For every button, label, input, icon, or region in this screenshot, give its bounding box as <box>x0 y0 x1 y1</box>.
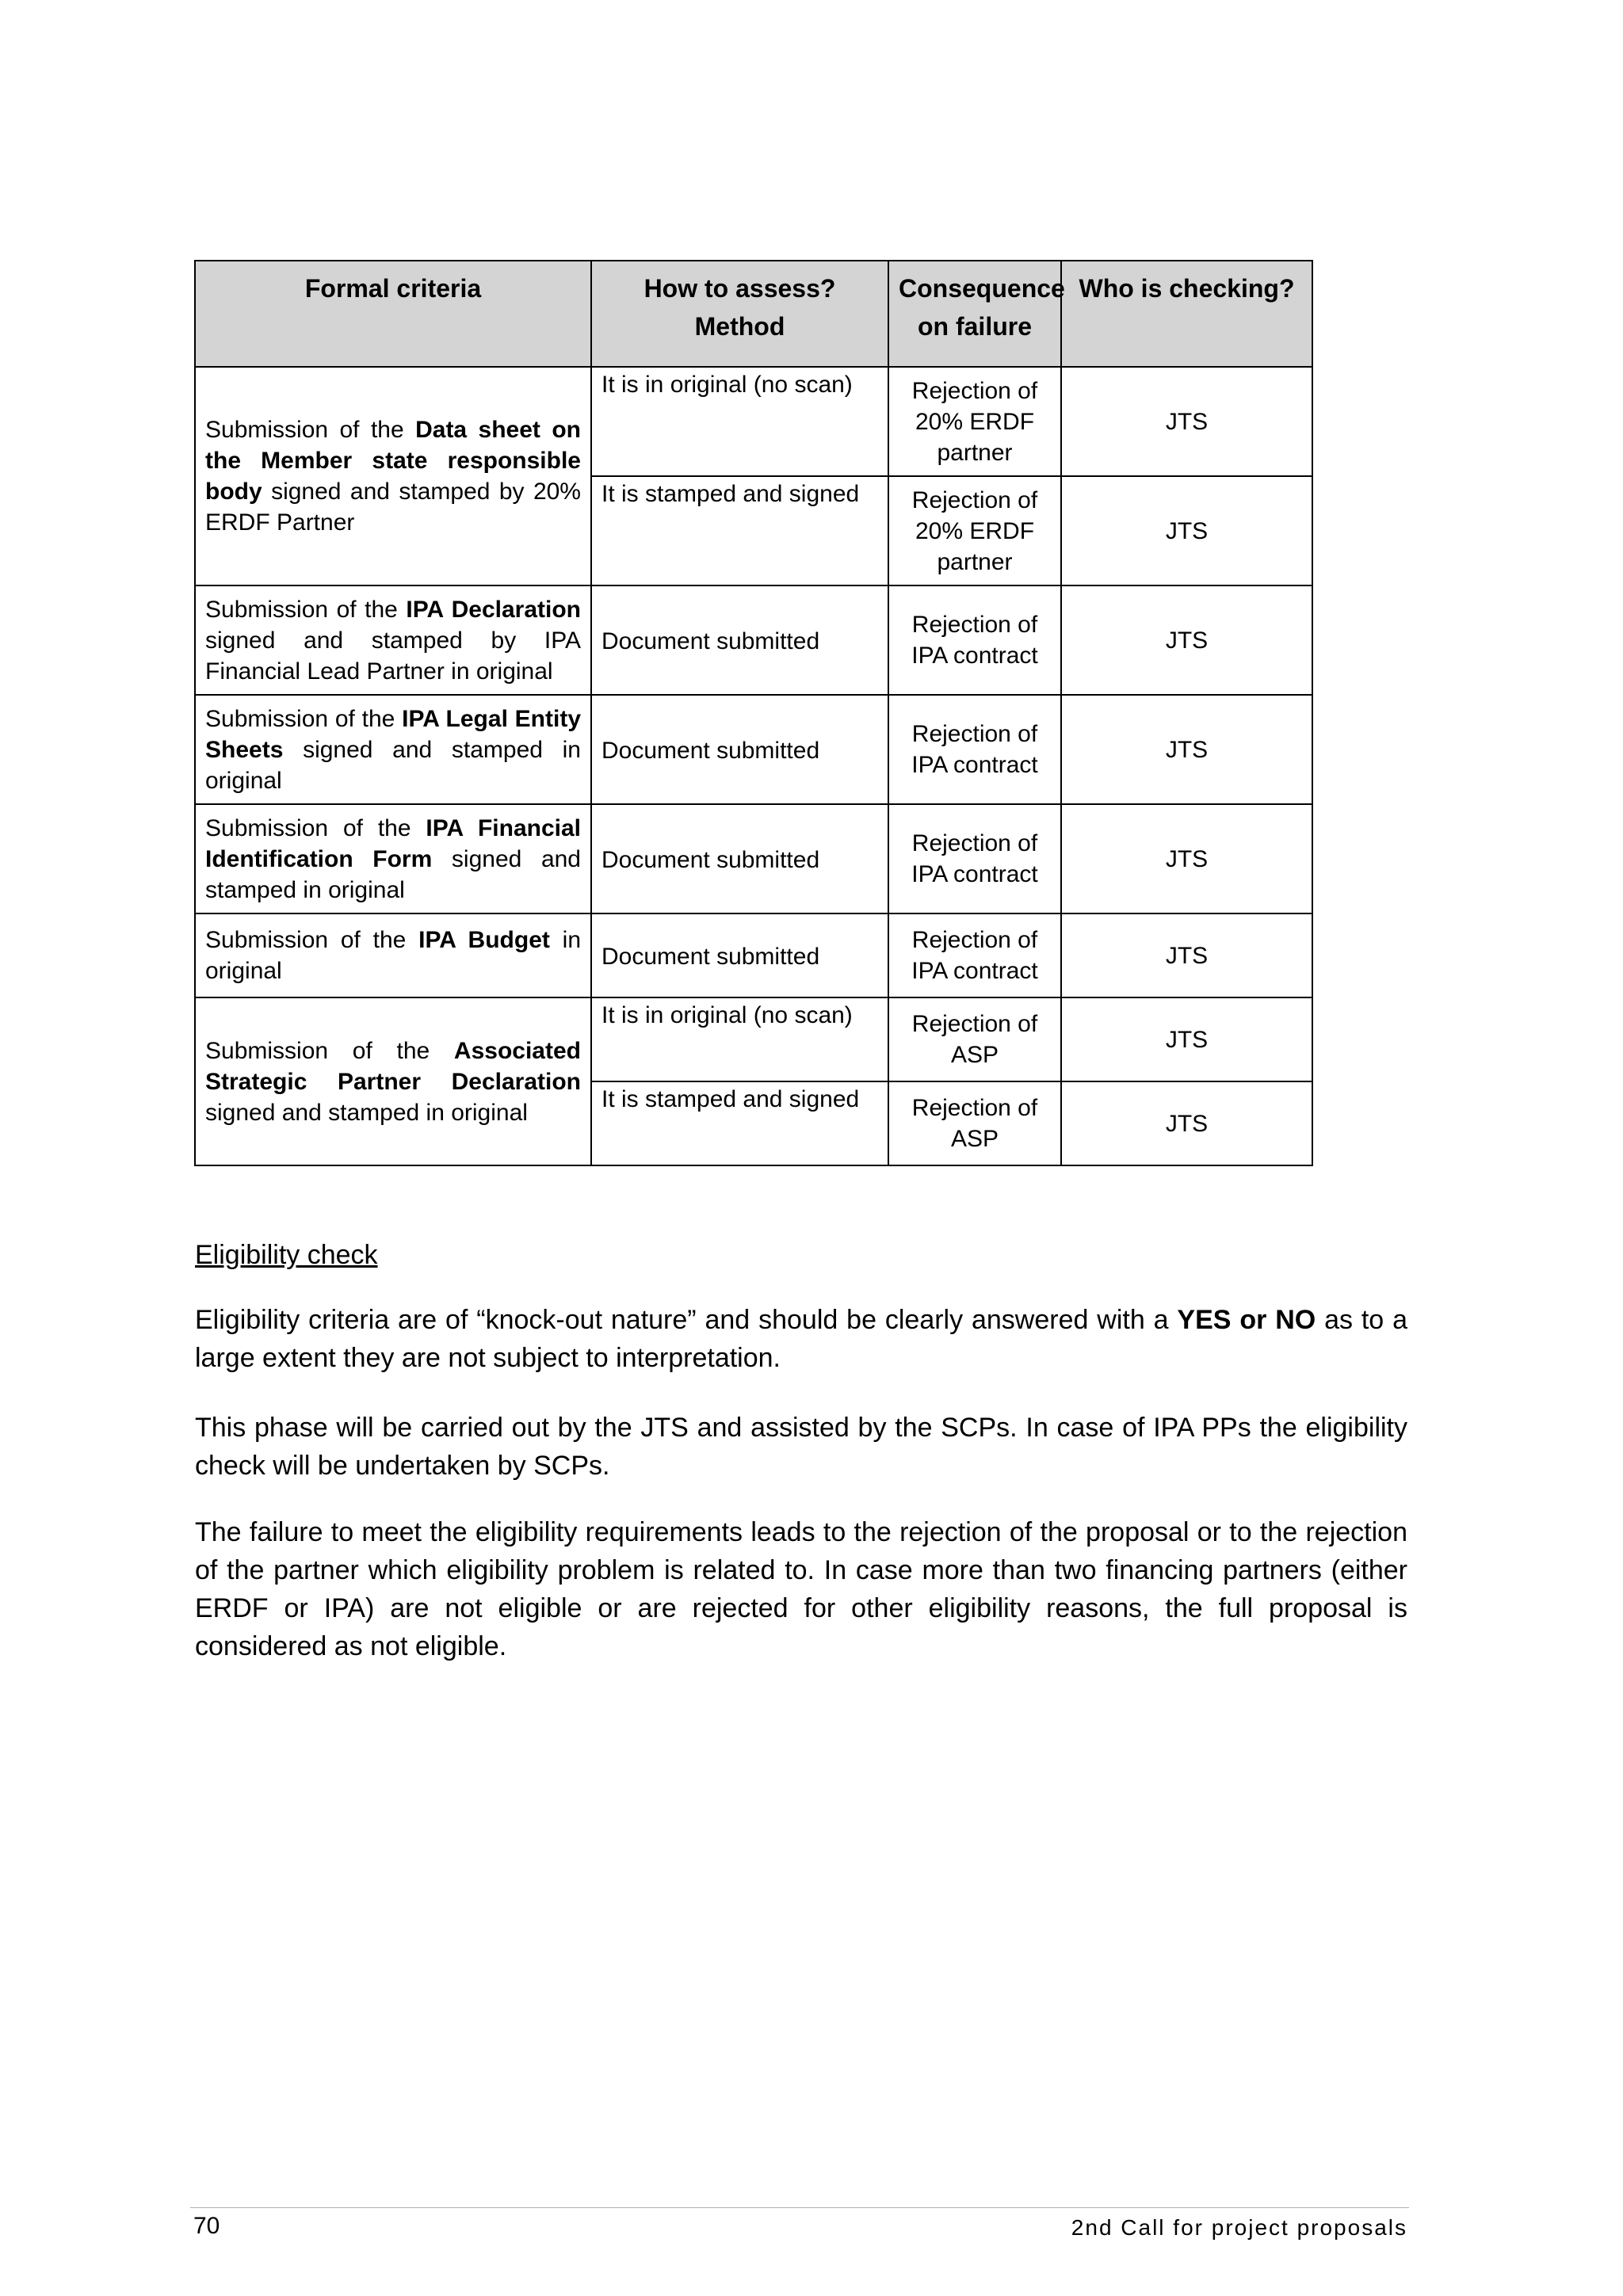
criteria-bold: IPA Legal Entity Sheets <box>205 705 582 763</box>
formal-criteria-table <box>194 260 1313 1166</box>
yes-no-emphasis: YES or NO <box>1177 1305 1316 1335</box>
table-row <box>195 997 1312 1081</box>
checker-cell: JTS <box>1061 585 1312 695</box>
consequence-cell: Rejection of IPA contract <box>888 804 1061 913</box>
checker-cell: JTS <box>1061 476 1312 585</box>
method-cell: Document submitted <box>591 804 888 913</box>
header-method: How to assess? Method <box>591 261 888 367</box>
criteria-bold: IPA Declaration <box>406 596 581 623</box>
method-cell: It is stamped and signed <box>591 1081 888 1165</box>
consequence-cell: Rejection of 20% ERDF partner <box>888 476 1061 585</box>
eligibility-paragraph-1: Eligibility criteria are of “knock-out nature” and should be clearly answered with a YES or NO as to a large extent they are not subject to interpretation. <box>195 1305 1408 1373</box>
method-cell: Document submitted <box>591 913 888 997</box>
method-cell: It is in original (no scan) <box>591 997 888 1081</box>
eligibility-paragraph-3: The failure to meet the eligibility requirements leads to the rejection of the proposal or to the rejection of the partner which eligibility problem is related to. In case more than two financing partners (either ERDF or IPA) are not eligible or are rejected for other eligibility reasons, the full proposal is considered as not eligible. <box>195 1517 1407 1661</box>
table-row <box>195 804 1312 913</box>
method-cell: It is in original (no scan) <box>591 367 888 476</box>
header-formal-criteria: Formal criteria <box>195 261 591 367</box>
method-cell: It is stamped and signed <box>591 476 888 585</box>
criteria-cell: Submission of the Data sheet on the Member state responsible body signed and stamped by 20% ERDF Partner <box>195 367 591 585</box>
checker-cell: JTS <box>1061 367 1312 476</box>
checker-cell: JTS <box>1061 1081 1312 1165</box>
criteria-bold: Data sheet on the Member state responsible body <box>205 417 582 505</box>
eligibility-paragraph-2: This phase will be carried out by the JTS and assisted by the SCPs. In case of IPA PPs the eligibility check will be undertaken by SCPs. <box>195 1413 1407 1481</box>
consequence-cell: Rejection of ASP <box>888 997 1061 1081</box>
footer-document-title: 2nd Call for project proposals <box>1071 2215 1407 2240</box>
criteria-bold: IPA Budget <box>418 927 550 953</box>
method-cell: Document submitted <box>591 695 888 804</box>
checker-cell: JTS <box>1061 804 1312 913</box>
table-header-row <box>195 261 1312 367</box>
criteria-bold: IPA Financial Identification Form <box>205 814 581 872</box>
consequence-cell: Rejection of 20% ERDF partner <box>888 367 1061 476</box>
checker-cell: JTS <box>1061 695 1312 804</box>
page-number: 70 <box>193 2213 220 2239</box>
table-row <box>195 913 1312 997</box>
table-row <box>195 695 1312 804</box>
footer-divider <box>190 2207 1409 2208</box>
consequence-cell: Rejection of IPA contract <box>888 913 1061 997</box>
criteria-cell: Submission of the IPA Financial Identification Form signed and stamped in original <box>195 804 591 913</box>
checker-cell: JTS <box>1061 913 1312 997</box>
header-consequence: Consequence on failure <box>888 261 1061 367</box>
header-who-checking: Who is checking? <box>1061 261 1312 367</box>
criteria-cell: Submission of the IPA Legal Entity Sheets signed and stamped in original <box>195 695 591 804</box>
eligibility-check-heading: Eligibility check <box>195 1240 378 1270</box>
criteria-bold: Associated Strategic Partner Declaration <box>205 1037 581 1095</box>
criteria-cell: Submission of the Associated Strategic Partner Declaration signed and stamped in original <box>195 997 591 1165</box>
criteria-cell: Submission of the IPA Declaration signed and stamped by IPA Financial Lead Partner in original <box>195 585 591 695</box>
criteria-cell: Submission of the IPA Budget in original <box>195 913 591 997</box>
checker-cell: JTS <box>1061 997 1312 1081</box>
method-cell: Document submitted <box>591 585 888 695</box>
table-row <box>195 585 1312 695</box>
consequence-cell: Rejection of IPA contract <box>888 695 1061 804</box>
consequence-cell: Rejection of ASP <box>888 1081 1061 1165</box>
consequence-cell: Rejection of IPA contract <box>888 585 1061 695</box>
table-row <box>195 367 1312 476</box>
